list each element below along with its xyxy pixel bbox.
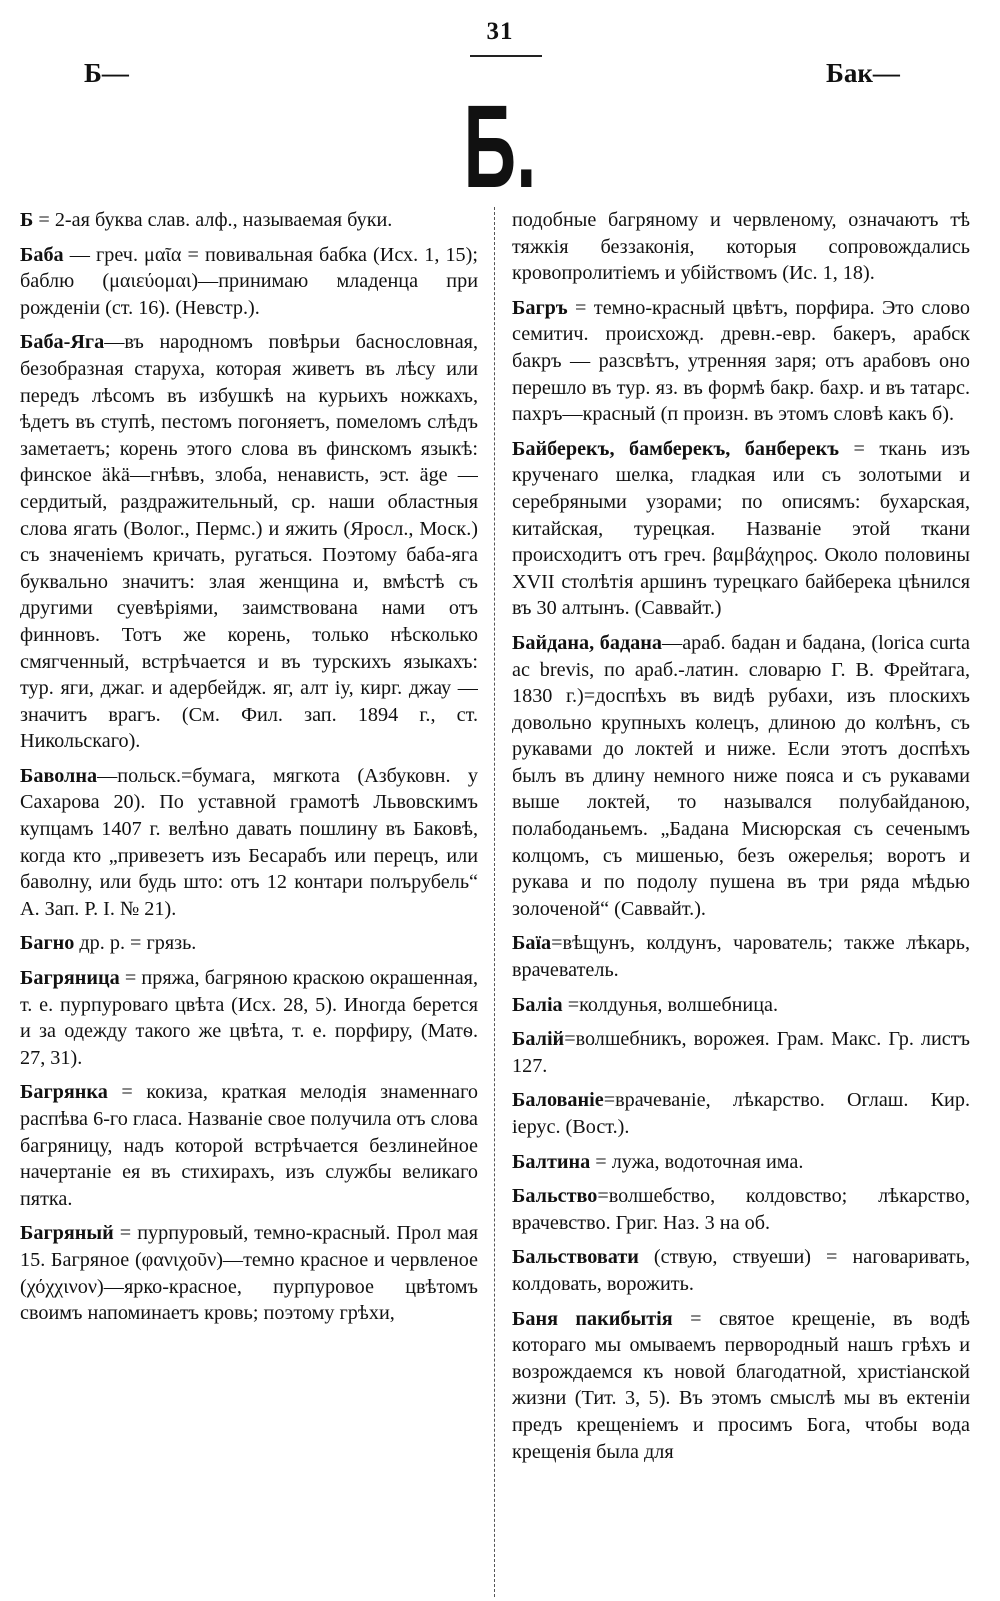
dictionary-entry (20, 1220, 478, 1326)
entry-headword: Баїа (512, 932, 552, 955)
entry-headword: Бальство (512, 1185, 598, 1208)
dictionary-entry-continued (512, 207, 970, 287)
entry-headword: Балтина (512, 1150, 591, 1173)
dictionary-entry (20, 763, 478, 923)
entry-headword: Балованіе (512, 1089, 604, 1112)
dictionary-entry (20, 329, 478, 755)
entry-text: др. р. = грязь. (74, 932, 197, 955)
entry-text: = лужа, водоточная има. (590, 1150, 804, 1173)
entry-headword: Балій (512, 1028, 565, 1051)
dictionary-entry (512, 1149, 970, 1176)
entry-text: (ствую, ствуеши) = наговаривать, колдовать, ворожить. (512, 1246, 970, 1295)
entry-text: = святое крещеніе, въ водѣ котораго мы омываемъ первородный нашъ грѣхъ и возрождаемся къ новой благодатной, христіанской жизни (Тит. 3, 5). Въ этомъ смыслѣ мы въ ектеніи предъ крещеніемъ и просимъ Бога, чтобы вода крещенія была для (512, 1307, 970, 1463)
entry-headword: Байдана, бадана (512, 631, 662, 654)
entry-headword: Багръ (512, 296, 568, 319)
entry-text: —польск.=бумага, мягкота (Азбуковн. у Сахарова 20). По уставной грамотѣ Львовскимъ купцамъ 1407 г. велѣно давать пошлину въ Баковѣ, когда кто „привезетъ изъ Бесарабъ или перецъ, или баволну, или будь што: отъ 12 контари полърубель“ А. Зап. Р. I. № 21). (20, 764, 478, 920)
entry-text: = 2-ая буква слав. алф., называемая буки. (33, 209, 393, 231)
entry-headword: Баба-Яга (20, 331, 105, 354)
entry-headword: Багряница (20, 967, 120, 990)
entry-headword: Багрянка (20, 1081, 108, 1104)
entry-text: = ткань изъ крученаго шелка, гладкая или съ золотыми и серебряными узорами; по описямъ: бухарская, китайская, турецкая. Названіе этой ткани происходитъ отъ греч. βαμβάχηρος. Около половины XVII столѣтія аршинъ турецкаго байберека цѣнился въ 30 алтынъ. (Саввайт.) (512, 437, 970, 620)
dictionary-entry (512, 1244, 970, 1297)
column-divider (494, 207, 495, 1597)
entry-text: — греч. μαῖα = повивальная бабка (Исх. 1, 15); баблю (μαιεύομαι)—принимаю младенца при рожденіи (ст. 16). (Невстр.). (20, 243, 478, 319)
entry-headword: Бальствовати (512, 1246, 639, 1269)
dictionary-entry (20, 1079, 478, 1212)
section-letter: Б. (463, 81, 537, 213)
dictionary-entry (512, 1026, 970, 1079)
dictionary-entry (20, 207, 478, 234)
entry-headword: Баба (20, 243, 64, 266)
entry-headword: Багряный (20, 1222, 114, 1245)
entry-headword: Б (20, 209, 34, 231)
dictionary-entry (512, 436, 970, 622)
running-head-left: Б— (84, 58, 129, 88)
entry-headword: Байберекъ, бамберекъ, банберекъ (512, 437, 840, 460)
dictionary-entry (512, 295, 970, 428)
dictionary-entry (20, 242, 478, 322)
entry-text: = пряжа, багряною краскою окрашенная, т. е. пурпуроваго цвѣта (Исх. 28, 5). Иногда берется и за одежду такого же цвѣта, т. е. порфиру, (Матѳ. 27, 31). (20, 967, 478, 1069)
entry-text: = пурпуровый, темно-красный. Прол мая 15. Багряное (φανιχοῦν)—темно красное и червленое (χόχχινον)—ярко-красное, пурпуровое цвѣтомъ своимъ напоминаетъ кровь; поэтому грѣхи, (20, 1222, 478, 1325)
dictionary-entry (20, 930, 478, 957)
right-column (512, 207, 970, 1601)
entry-text: =вѣщунъ, колдунъ, чарователь; также лѣкарь, врачеватель. (512, 932, 970, 982)
entry-text: =волшебство, колдовство; лѣкарство, врачевство. Григ. Наз. 3 на об. (512, 1185, 970, 1234)
entry-text: =врачеваніе, лѣкарство. Оглаш. Кир. іерус. (Вост.). (512, 1089, 970, 1138)
entry-text: =волшебникъ, ворожея. Грам. Макс. Гр. листъ 127. (512, 1028, 970, 1077)
entry-text: = кокиза, краткая мелодія знаменнаго распѣва 6-го гласа. Названіе свое получила отъ слова багряницу, надъ которой встрѣчается безлинейное начертаніе ея въ стихирахъ, изъ службы великаго пятка. (20, 1081, 478, 1210)
left-column (20, 207, 478, 1601)
entry-text: =колдунья, волшебница. (562, 993, 779, 1016)
entry-headword: Баволна (20, 764, 98, 787)
page-number-rule (470, 55, 542, 57)
running-head-right: Бак— (826, 58, 900, 88)
entry-headword: Баліа (512, 993, 563, 1016)
entry-text: = темно-красный цвѣтъ, порфира. Это слово семитич. происхожд. древн.-евр. бакеръ, арабск бакръ — разсвѣтъ, утренняя заря; отъ арабовъ оно перешло въ тур. яз. въ формѣ бакр. бахр. и въ татарс. пахръ—красный (п произн. въ этомъ словѣ какъ б). (512, 296, 970, 426)
page-number: 31 (486, 18, 514, 45)
dictionary-entry (512, 630, 970, 923)
entry-headword: Баня пакибытія (512, 1307, 673, 1330)
entry-text: —въ народномъ повѣрьи баснословная, безобразная старуха, которая живетъ въ лѣсу или передъ лѣсомъ въ избушкѣ на курьихъ ножкахъ, ѣдетъ въ ступѣ, пестомъ погоняетъ, помеломъ слѣдъ заметаетъ; корень этого слова въ финскомъ языкѣ: финское äkä—гнѣвъ, злоба, ненависть, эст. äge — сердитый, раздражительный, ср. наши областныя слова ягать (Волог., Пермс.) и яжить (Яросл., Моск.) съ значеніемъ кричать, ругаться. Поэтому баба-яга буквально значитъ: злая женщина и, вмѣстѣ съ другими суевѣріями, заимствована нами отъ финновъ. Тотъ же корень, только нѣсколько смягченный, встрѣчается и въ турскихъ языкахъ: тур. яги, джаг. и адербейдж. яг, алт iу, кирг. джау —значитъ врагъ. (См. Фил. зап. 1894 г., ст. Никольскаго). (20, 331, 478, 753)
entry-text: подобные багряному и червленому, означаютъ тѣ тяжкія беззаконія, которыя сопровождались кровопролитіемъ и убійствомъ (Ис. 1, 18). (512, 209, 970, 285)
entry-headword: Багно (20, 932, 75, 955)
dictionary-entry (512, 1183, 970, 1236)
dictionary-entry (512, 1306, 970, 1466)
dictionary-entry (512, 930, 970, 983)
dictionary-entry (20, 965, 478, 1071)
dictionary-entry (512, 1087, 970, 1140)
dictionary-entry (512, 992, 970, 1019)
entry-text: —араб. бадан и бадана, (lorica curta ac brevis, по араб.-латин. словарю Г. В. Фрейтага, 1830 г.)=доспѣхъ въ видѣ рубахи, изъ плоскихъ довольно крупныхъ колецъ, длиною до колѣнъ, съ рукавами до локтей и ниже. Если этотъ доспѣхъ былъ въ длину немного ниже пояса и съ рукавами выше локтей, то назывался полубайданою, полабоданьемъ. „Бадана Мисюрская съ сеченымъ колцомъ, съ мишенью, безъ ожерелья; воротъ и рукава и по подолу пушена въ три ряда мѣдью золоченой“ (Саввайт.). (512, 631, 970, 920)
